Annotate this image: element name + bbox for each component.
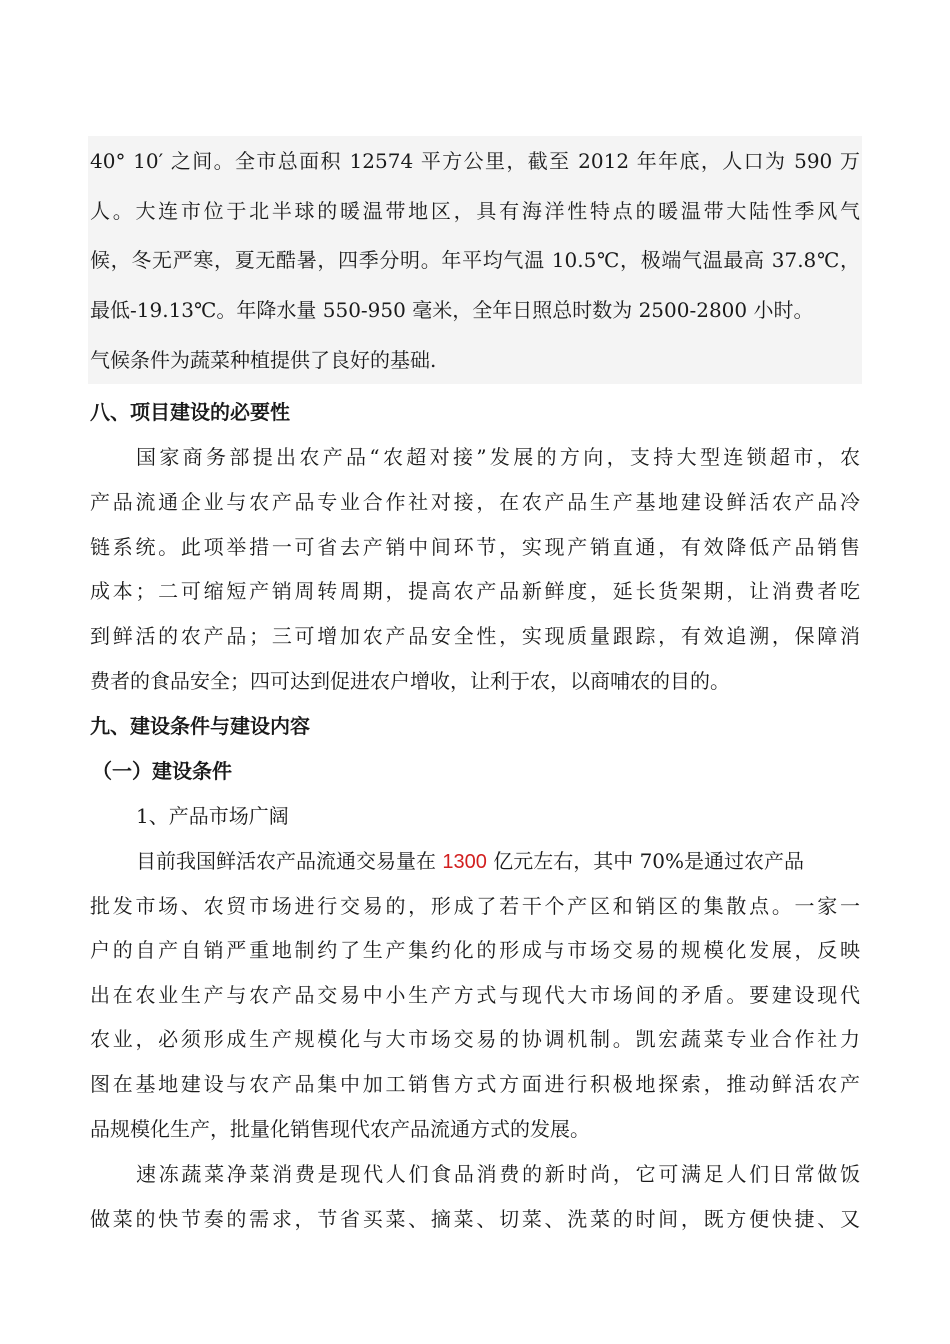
paragraph-line: 链系统。此项举措一可省去产销中间环节，实现产销直通，有效降低产品销售 bbox=[90, 535, 860, 559]
highlighted-figure: 1300 bbox=[442, 851, 487, 873]
paragraph-line: 国家商务部提出农产品“农超对接”发展的方向，支持大型连锁超市，农 bbox=[136, 445, 860, 469]
section-heading: 八、项目建设的必要性 bbox=[90, 400, 290, 424]
paragraph-line: 40° 10′ 之间。全市总面积 12574 平方公里，截至 2012 年年底，人口为 590 万 bbox=[90, 149, 860, 173]
paragraph-line: 图在基地建设与农产品集中加工销售方式方面进行积极地探索，推动鲜活农产 bbox=[90, 1072, 860, 1096]
paragraph-line: 气候条件为蔬菜种植提供了良好的基础. bbox=[90, 348, 437, 372]
text-span: 目前我国鲜活农产品流通交易量在 bbox=[136, 849, 443, 873]
section-heading: 九、建设条件与建设内容 bbox=[90, 714, 310, 738]
paragraph-line: 人。大连市位于北半球的暖温带地区，具有海洋性特点的暖温带大陆性季风气 bbox=[90, 199, 860, 223]
paragraph-line: 做菜的快节奏的需求，节省买菜、摘菜、切菜、洗菜的时间，既方便快捷、又 bbox=[90, 1207, 860, 1231]
paragraph-line: 候，冬无严寒，夏无酷暑，四季分明。年平均气温 10.5℃，极端气温最高 37.8℃， bbox=[90, 248, 860, 272]
list-item-heading: 1、产品市场广阔 bbox=[136, 804, 289, 828]
paragraph-line: 成本；二可缩短产销周转周期，提高农产品新鲜度，延长货架期，让消费者吃 bbox=[90, 579, 860, 603]
paragraph-line: 费者的食品安全；四可达到促进农户增收，让利于农，以商哺农的目的。 bbox=[90, 669, 730, 693]
paragraph-line: 最低-19.13℃。年降水量 550-950 毫米，全年日照总时数为 2500-2800 小时。 bbox=[90, 298, 814, 322]
paragraph-line: 农业，必须形成生产规模化与大市场交易的协调机制。凯宏蔬菜专业合作社力 bbox=[90, 1027, 860, 1051]
paragraph-line: 出在农业生产与农产品交易中小生产方式与现代大市场间的矛盾。要建设现代 bbox=[90, 983, 860, 1007]
paragraph-line: 户的自产自销严重地制约了生产集约化的形成与市场交易的规模化发展，反映 bbox=[90, 938, 860, 962]
paragraph-line: 速冻蔬菜净菜消费是现代人们食品消费的新时尚，它可满足人们日常做饭 bbox=[136, 1162, 860, 1186]
paragraph-line bbox=[90, 847, 860, 875]
subsection-heading: （一）建设条件 bbox=[92, 759, 232, 783]
paragraph-line: 到鲜活的农产品；三可增加农产品安全性，实现质量跟踪，有效追溯，保障消 bbox=[90, 624, 860, 648]
paragraph-line: 品规模化生产，批量化销售现代农产品流通方式的发展。 bbox=[90, 1117, 590, 1141]
text-span: 亿元左右，其中 70%是通过农产品 bbox=[486, 849, 805, 873]
paragraph-line: 产品流通企业与农产品专业合作社对接，在农产品生产基地建设鲜活农产品冷 bbox=[90, 490, 860, 514]
paragraph-line: 批发市场、农贸市场进行交易的，形成了若干个产区和销区的集散点。一家一 bbox=[90, 894, 860, 918]
